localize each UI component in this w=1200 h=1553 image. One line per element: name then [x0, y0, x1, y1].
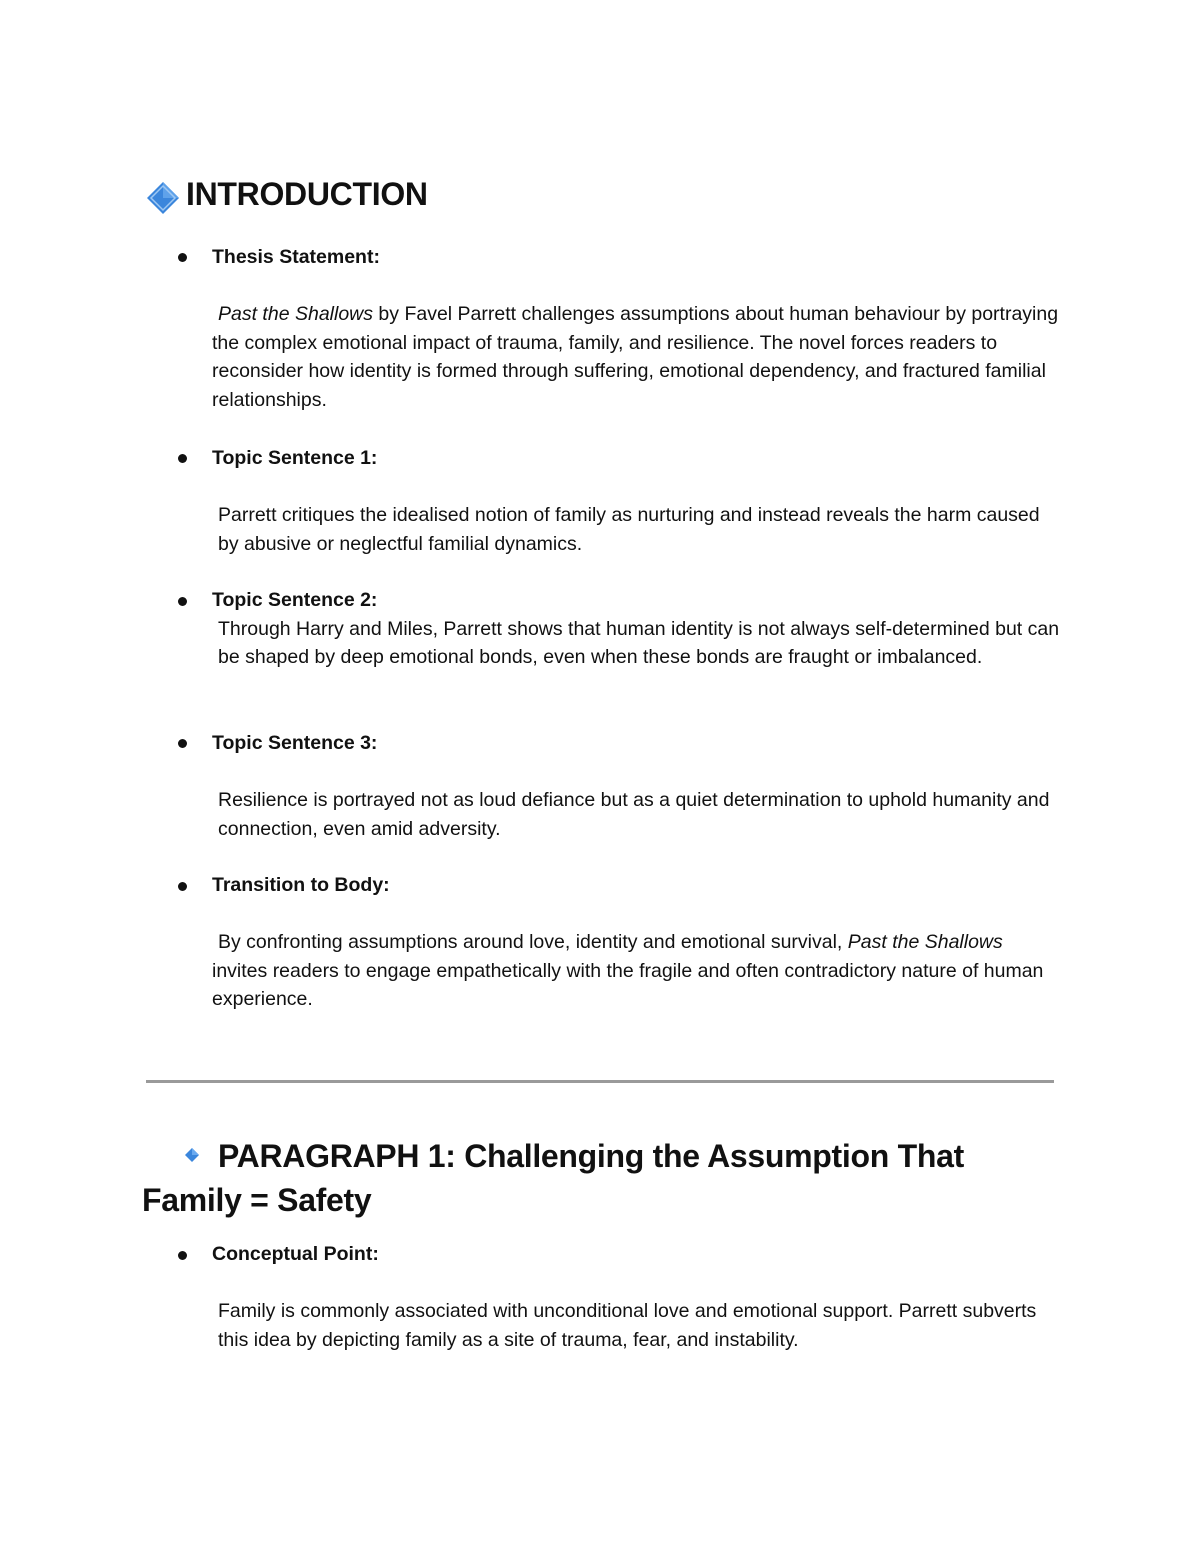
small-blue-diamond-icon: [184, 1130, 200, 1146]
bullet-icon: [178, 1251, 187, 1260]
item-label: Transition to Body:: [212, 874, 390, 896]
item-text: [212, 928, 1062, 1014]
intro-heading-text: INTRODUCTION: [186, 176, 428, 212]
italic-title: Past the Shallows: [218, 303, 374, 325]
intro-heading: [142, 176, 428, 213]
item-label: Thesis Statement:: [212, 246, 380, 268]
thesis-statement-item: [212, 243, 1062, 414]
bullet-icon: [178, 882, 187, 891]
item-label: Topic Sentence 3:: [212, 732, 378, 754]
item-label: Topic Sentence 1:: [212, 447, 378, 469]
topic-sentence-2-item: [212, 586, 1062, 672]
item-label: Conceptual Point:: [212, 1243, 379, 1265]
bullet-icon: [178, 597, 187, 606]
large-blue-diamond-icon: [146, 181, 174, 209]
item-text: Through Harry and Miles, Parrett shows that human identity is not always self-determined but can be shaped by deep emotional bonds, even when these bonds are fraught or imbalanced.: [218, 617, 1060, 668]
bullet-icon: [178, 739, 187, 748]
bullet-icon: [178, 253, 187, 262]
topic-sentence-3-item: [212, 729, 1062, 843]
bullet-icon: [178, 454, 187, 463]
item-text-body: by Favel Parrett challenges assumptions about human behaviour by portraying the complex emotional impact of trauma, family, and resilience. The novel forces readers to reconsider how identity is formed through suffering, emotional dependency, and fractured familial relationships.: [212, 303, 1059, 411]
paragraph1-heading-text: PARAGRAPH 1: Challenging the Assumption That Family = Safety: [142, 1138, 964, 1218]
item-text-after: invites readers to engage empathetically with the fragile and often contradictory nature of human experience.: [212, 959, 1044, 1010]
italic-title: Past the Shallows: [847, 931, 1003, 953]
item-text: Resilience is portrayed not as loud defiance but as a quiet determination to uphold humanity and connection, even amid adversity.: [218, 789, 1050, 840]
item-text: Parrett critiques the idealised notion of family as nurturing and instead reveals the harm caused by abusive or neglectful familial dynamics.: [218, 504, 1040, 555]
topic-sentence-1-item: [212, 444, 1062, 558]
paragraph1-heading: [142, 1130, 1062, 1222]
section-divider: [146, 1080, 1054, 1083]
transition-to-body-item: [212, 871, 1062, 1014]
conceptual-point-item: [212, 1240, 1062, 1354]
item-text: Family is commonly associated with unconditional love and emotional support. Parrett subverts this idea by depicting family as a site of trauma, fear, and instability.: [218, 1300, 1037, 1351]
item-text: [212, 300, 1062, 414]
item-text-before: By confronting assumptions around love, identity and emotional survival,: [218, 931, 848, 953]
item-label: Topic Sentence 2:: [212, 589, 378, 611]
